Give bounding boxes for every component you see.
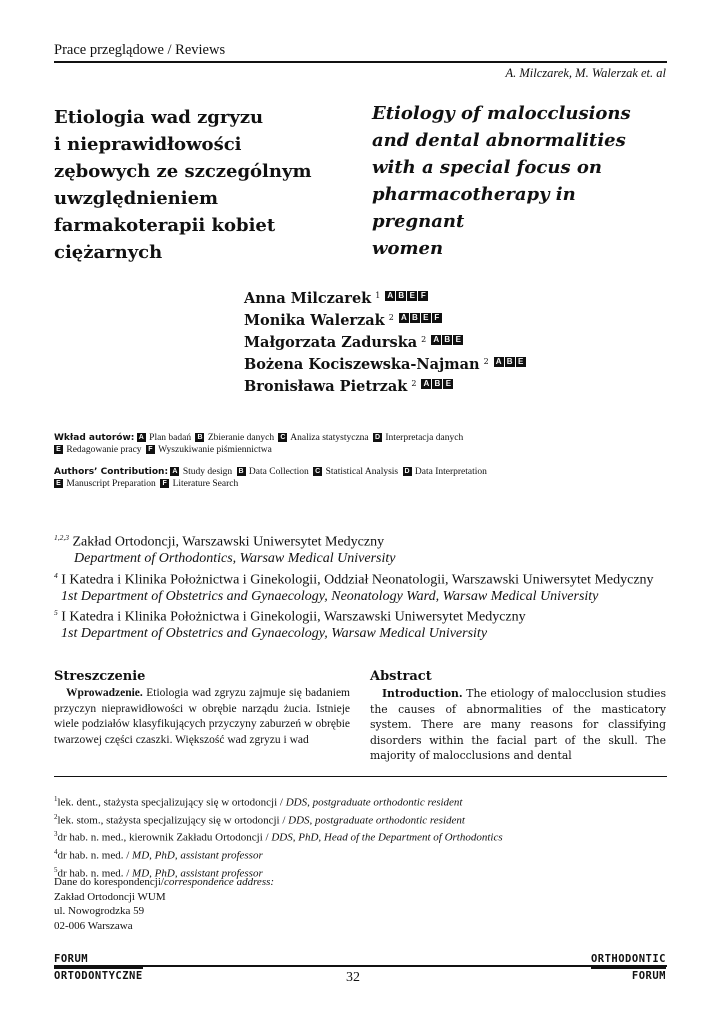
contribution-code-badge: A bbox=[172, 468, 178, 476]
title-en-line: with a special focus on bbox=[372, 157, 602, 178]
contribution-code-badge: A bbox=[494, 357, 504, 367]
contribution-code-badge: E bbox=[421, 313, 431, 323]
footnote-english: MD, PhD, assistant professor bbox=[132, 867, 263, 880]
contribution-code-badge: E bbox=[407, 291, 417, 301]
contribution-code-badge: E bbox=[54, 479, 63, 488]
contribution-description: Study design bbox=[182, 467, 233, 477]
contributions-english bbox=[54, 466, 489, 490]
contribution-code-badge: B bbox=[442, 335, 452, 345]
footnote-entry bbox=[54, 845, 503, 863]
address-line: Zakład Ortodoncji WUM bbox=[54, 890, 166, 903]
footer-rule bbox=[54, 967, 143, 969]
contribution-description: Plan badań bbox=[149, 433, 192, 443]
header-rule bbox=[54, 61, 667, 63]
contribution-code-badge: E bbox=[516, 357, 526, 367]
contribution-description: Data Collection bbox=[248, 467, 309, 477]
contribution-code-badge: C bbox=[280, 434, 286, 442]
contribution-code-badge: E bbox=[54, 445, 63, 454]
author-affiliation-mark: 2 bbox=[421, 335, 427, 344]
author-affiliation-mark: 1 bbox=[375, 291, 381, 300]
footer-center-rule bbox=[54, 965, 667, 967]
author-affiliation-mark: 2 bbox=[411, 379, 417, 388]
affiliation-english: 1st Department of Obstetrics and Gynaecology, Neonatology Ward, Warsaw Medical University bbox=[61, 588, 599, 604]
author-name: Anna Milczarek bbox=[244, 290, 372, 307]
author-name: Bożena Kociszewska-Najman bbox=[244, 356, 480, 373]
footnote-mark: 3 bbox=[54, 830, 58, 839]
contribution-code-badge: D bbox=[374, 434, 381, 442]
title-polish bbox=[54, 104, 324, 266]
affiliation-polish: I Katedra i Klinika Położnictwa i Ginekologii, Oddział Neonatologii, Warszawski Uniwersytet Medyczny bbox=[61, 572, 654, 588]
footnotes bbox=[54, 792, 503, 880]
affiliation-entry bbox=[54, 605, 684, 626]
title-pl-line: ciężarnych bbox=[54, 242, 163, 263]
contribution-code-badge: A bbox=[421, 379, 431, 389]
contribution-code-badge: A bbox=[385, 291, 395, 301]
affiliation-english: 1st Department of Obstetrics and Gynaecology, Warsaw Medical University bbox=[61, 626, 488, 642]
contribution-code-badge: A bbox=[431, 335, 441, 345]
contribution-description: Interpretacja danych bbox=[385, 433, 464, 443]
author-affiliation-mark: 2 bbox=[388, 313, 394, 322]
contribution-description: Statistical Analysis bbox=[325, 467, 399, 477]
section-label: Prace przeglądowe / Reviews bbox=[54, 42, 226, 58]
abstract-lead: Introduction. bbox=[382, 687, 463, 700]
abstract-body bbox=[370, 686, 666, 762]
contribution-code-badge: F bbox=[146, 445, 155, 454]
contribution-code-badge: B bbox=[432, 379, 442, 389]
footnote-english: MD, PhD, assistant professor bbox=[132, 849, 263, 862]
contribution-code-badge: E bbox=[453, 335, 463, 345]
contribution-code-badge: B bbox=[396, 291, 406, 301]
contribution-code-badge: F bbox=[418, 291, 428, 301]
footer-journal-pl bbox=[54, 953, 143, 983]
contribution-code-badge: D bbox=[404, 468, 410, 476]
author-list bbox=[244, 288, 527, 398]
footer-line: ORTHODONTIC bbox=[590, 953, 666, 965]
abstract-heading: Abstract bbox=[370, 669, 432, 684]
affiliation-polish: Zakład Ortodoncji, Warszawski Uniwersytet Medyczny bbox=[72, 534, 385, 550]
contributions-label: Wkład autorów: bbox=[54, 433, 135, 443]
page-number: 32 bbox=[346, 970, 360, 985]
affiliation-mark: 1,2,3 bbox=[54, 533, 69, 542]
affiliation-entry bbox=[54, 530, 684, 551]
footnote-mark: 5 bbox=[54, 865, 58, 874]
running-head-authors: A. Milczarek, M. Walerzak et. al bbox=[505, 66, 666, 80]
contribution-code-badge: A bbox=[138, 434, 144, 442]
footer-rule bbox=[591, 967, 666, 969]
title-pl-line: i nieprawidłowości bbox=[54, 134, 242, 155]
contribution-description: Redagowanie pracy bbox=[66, 445, 142, 455]
abstract-text: The etiology of malocclusion studies the causes of abnormalities of the masticatory system. There are many reasons for classifying disorders within the facial part of the skull. The majority of malocclusions and dental bbox=[370, 687, 666, 762]
title-pl-line: zębowych ze szczególnym bbox=[54, 161, 312, 182]
title-pl-line: Etiologia wad zgryzu bbox=[54, 107, 264, 128]
contribution-code-badge: B bbox=[410, 313, 420, 323]
author-entry bbox=[244, 310, 527, 332]
address-line: 02-006 Warszawa bbox=[54, 919, 133, 932]
contribution-description: Data Interpretation bbox=[414, 467, 487, 477]
footnote-english: DDS, postgraduate orthodontic resident bbox=[285, 796, 463, 809]
title-pl-line: uwzględnieniem bbox=[54, 188, 219, 209]
contribution-code-badge: F bbox=[432, 313, 442, 323]
contribution-code-badge: B bbox=[505, 357, 515, 367]
contribution-description: Zbieranie danych bbox=[207, 433, 275, 443]
abstract-body bbox=[54, 686, 350, 748]
correspondence-label-pl: Dane do korespondencji/ bbox=[54, 876, 164, 888]
contribution-code-badge: C bbox=[315, 468, 321, 476]
title-pl-line: farmakoterapii kobiet bbox=[54, 215, 276, 236]
contribution-code-badge: B bbox=[238, 468, 244, 476]
footnote-entry bbox=[54, 792, 503, 810]
author-entry bbox=[244, 354, 527, 376]
contribution-code-badge: F bbox=[160, 479, 169, 488]
address-line: ul. Nowogrodzka 59 bbox=[54, 905, 145, 917]
author-name: Małgorzata Zadurska bbox=[244, 334, 418, 351]
author-name: Monika Walerzak bbox=[244, 312, 385, 329]
footnote-entry bbox=[54, 810, 503, 828]
contribution-code-badge: B bbox=[197, 434, 203, 442]
footnote-entry bbox=[54, 827, 503, 845]
abstract-english bbox=[370, 668, 666, 762]
title-english bbox=[372, 100, 672, 262]
contribution-code-badge: A bbox=[399, 313, 409, 323]
abstract-lead: Wprowadzenie. bbox=[66, 687, 143, 699]
footer-line: FORUM bbox=[54, 953, 89, 965]
title-en-line: and dental abnormalities bbox=[372, 130, 626, 151]
footnote-mark: 4 bbox=[54, 847, 58, 856]
author-entry bbox=[244, 288, 527, 310]
affiliation-english: Department of Orthodontics, Warsaw Medical University bbox=[74, 551, 396, 567]
author-affiliation-mark: 2 bbox=[483, 357, 489, 366]
title-en-line: pharmacotherapy in pregnant bbox=[372, 184, 576, 232]
contribution-description: Wyszukiwanie piśmiennictwa bbox=[158, 445, 272, 455]
footnote-polish: lek. stom., stażysta specjalizujący się w ortodoncji / bbox=[57, 814, 289, 827]
abstract-polish bbox=[54, 668, 350, 748]
author-entry bbox=[244, 376, 527, 398]
footnote-polish: dr hab. n. med. / bbox=[57, 849, 133, 862]
footnote-polish: dr hab. n. med., kierownik Zakładu Ortodoncji / bbox=[57, 831, 272, 844]
abstract-heading: Streszczenie bbox=[54, 669, 146, 684]
author-name: Bronisława Pietrzak bbox=[244, 378, 408, 395]
footnote-english: DDS, PhD, Head of the Department of Orthodontics bbox=[271, 831, 503, 844]
affiliation-polish: I Katedra i Klinika Położnictwa i Ginekologii, Warszawski Uniwersytet Medyczny bbox=[61, 609, 526, 625]
footnote-polish: dr hab. n. med. / bbox=[57, 867, 133, 880]
correspondence-label-en: correspondence address: bbox=[163, 876, 275, 888]
contributions-polish bbox=[54, 432, 465, 456]
footnote-english: DDS, postgraduate orthodontic resident bbox=[288, 814, 465, 827]
affiliation-mark: 4 bbox=[54, 570, 58, 580]
footer-line: ORTODONTYCZNE bbox=[54, 970, 143, 982]
contributions-label: Authors’ Contribution: bbox=[54, 467, 169, 477]
footer-line: FORUM bbox=[631, 970, 666, 982]
footnote-mark: 1 bbox=[54, 795, 58, 803]
contribution-description: Manuscript Preparation bbox=[66, 479, 156, 489]
contribution-description: Literature Search bbox=[172, 479, 239, 489]
correspondence-address bbox=[54, 875, 274, 933]
title-en-line: women bbox=[372, 238, 444, 259]
contribution-code-badge: E bbox=[443, 379, 453, 389]
affiliation-mark: 5 bbox=[54, 608, 58, 618]
footnote-rule bbox=[54, 776, 667, 777]
footnote-mark: 2 bbox=[54, 812, 58, 821]
title-en-line: Etiology of malocclusions bbox=[372, 103, 631, 124]
footnote-polish: lek. dent., stażysta specjalizujący się w ortodoncji / bbox=[57, 796, 286, 809]
affiliation-entry bbox=[54, 568, 684, 589]
abstract-text: Etiologia wad zgryzu zajmuje się badaniem przyczyn nieprawidłowości w obrębie narządu żucia. Istnieje wiele podziałów klasyfikujących przyczyny zaburzeń w obrębie twarzowej części czaszki. Większość wad zgryzu i wad bbox=[54, 687, 350, 746]
affiliations bbox=[54, 530, 684, 643]
footer-journal-en bbox=[591, 953, 666, 983]
contribution-description: Analiza statystyczna bbox=[290, 433, 369, 443]
